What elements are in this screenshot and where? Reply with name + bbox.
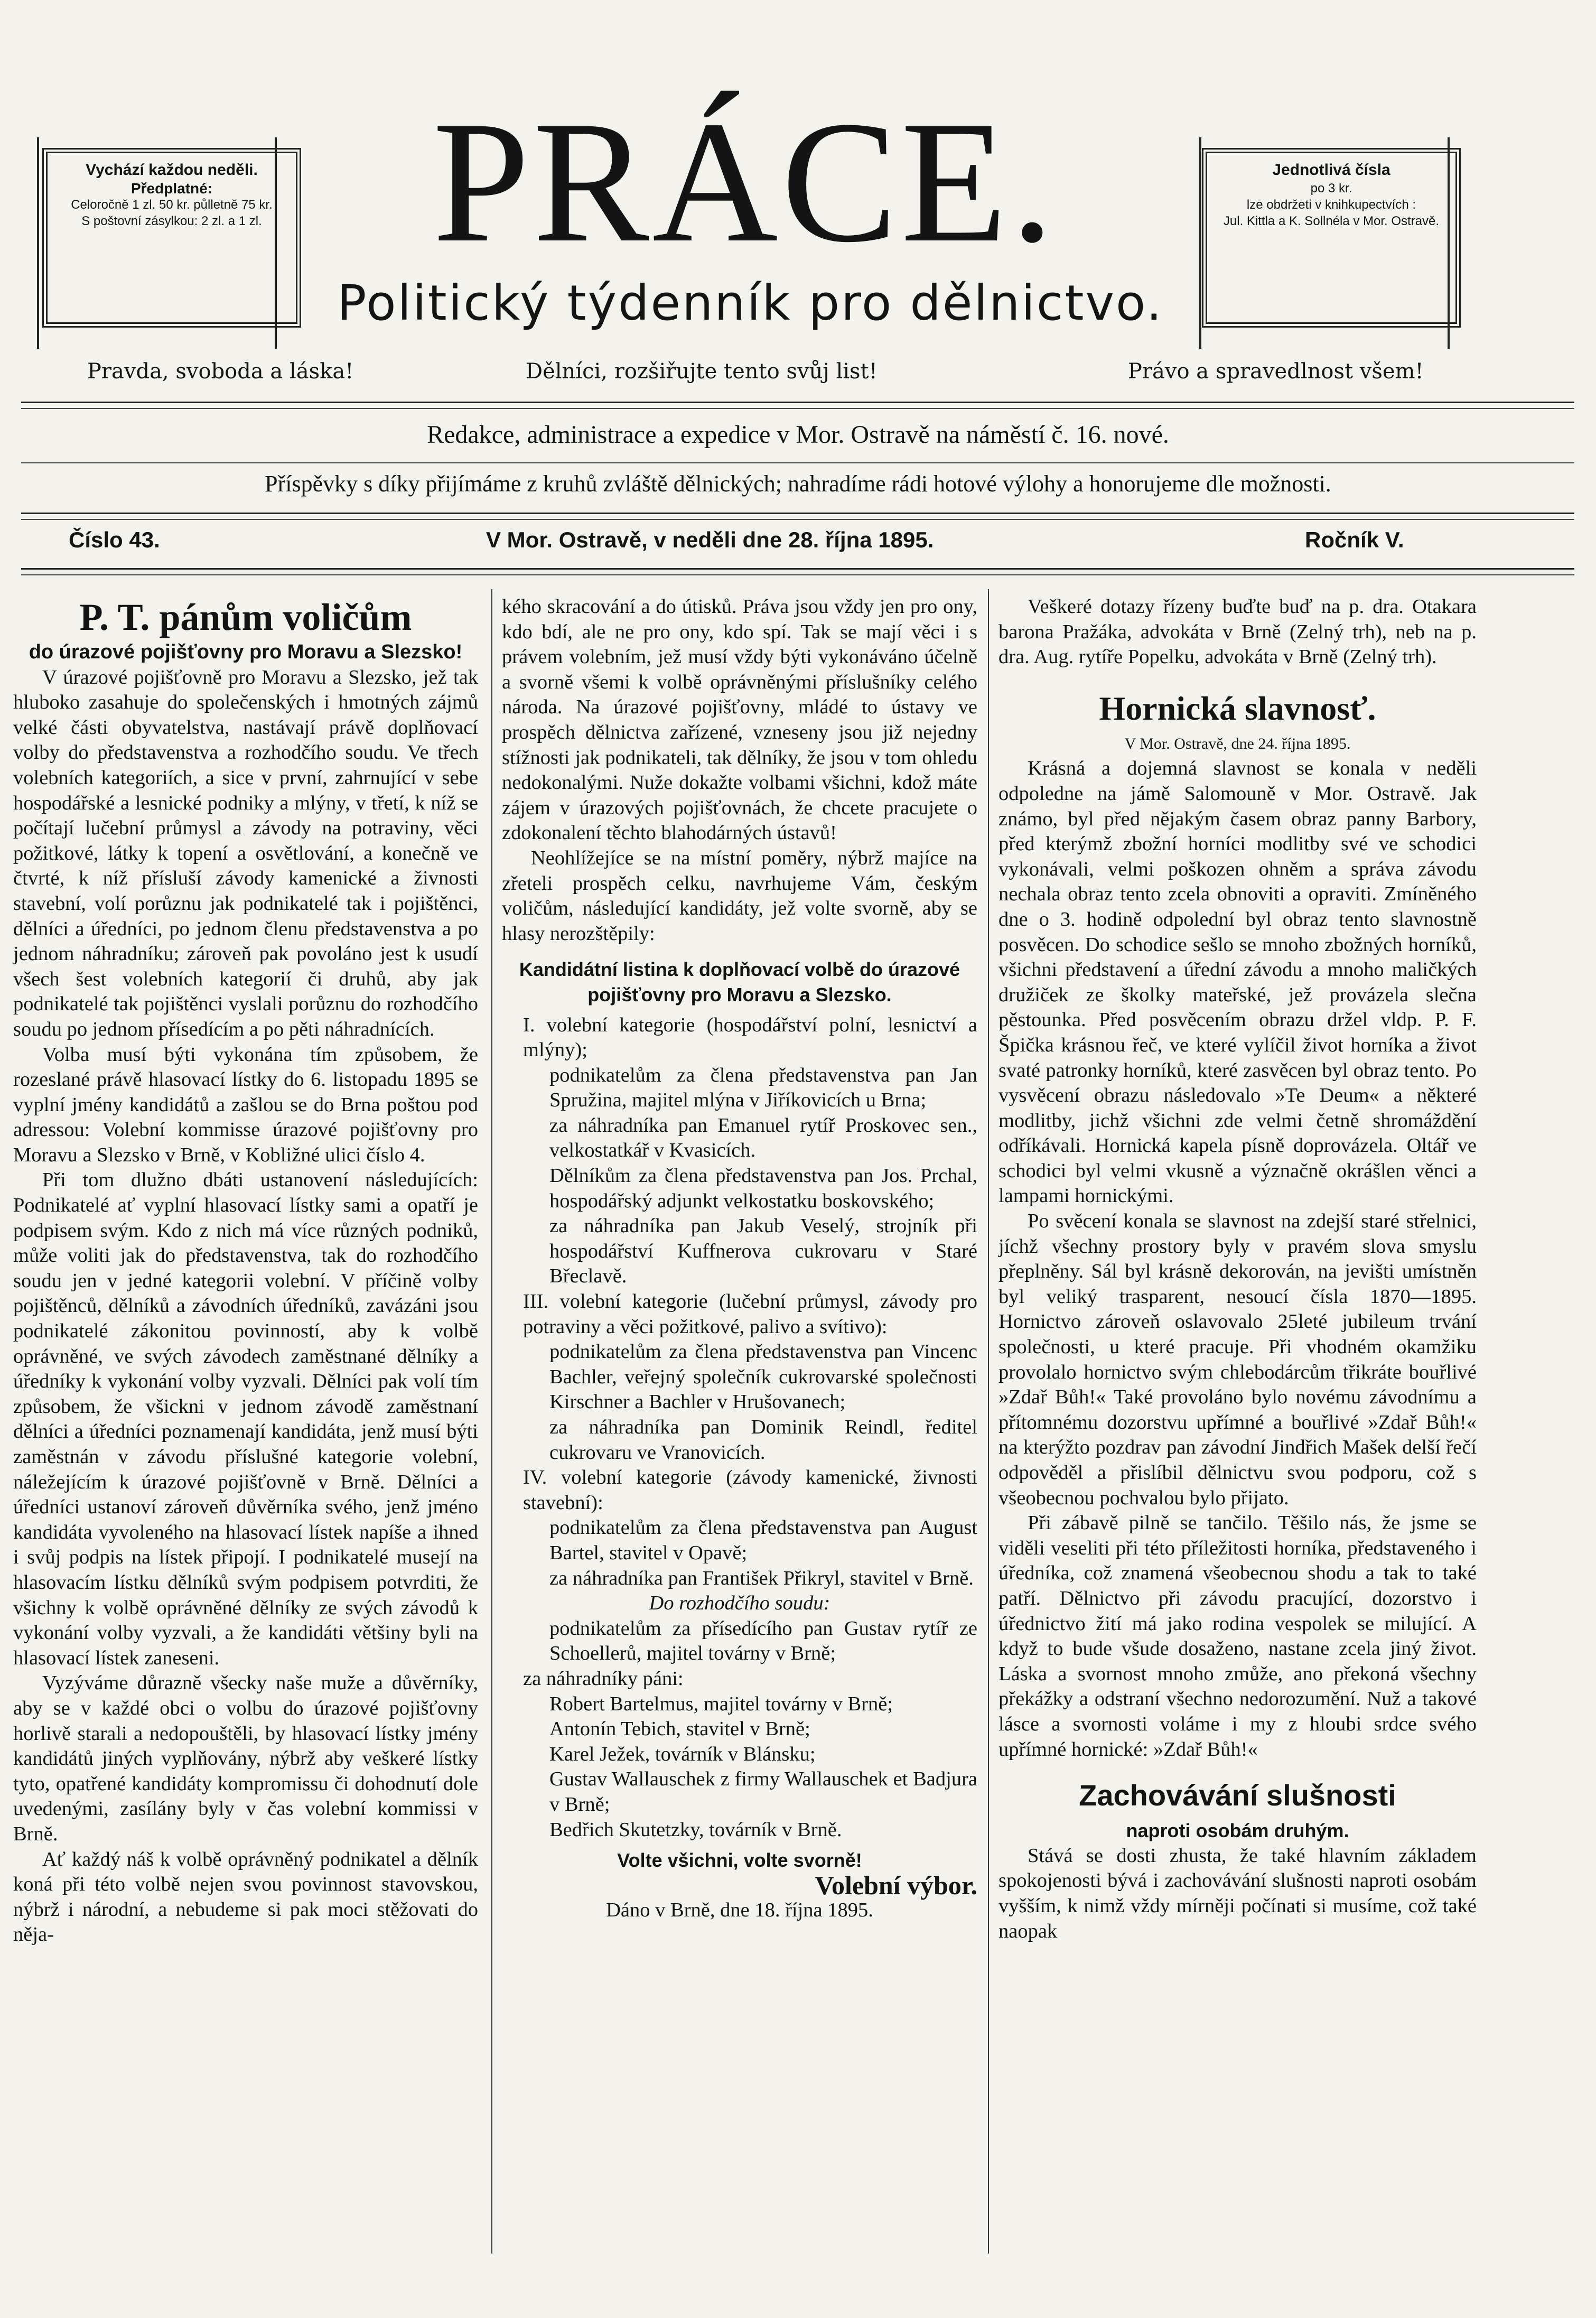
paragraph: Vyzýváme důrazně všecky naše muže a důvěrníky, aby se v každé obci o volbu do úrazové pojišťovny horlivě starali a nedopouštěli, by hlasovací lístky jmény kandidátů jiných vyplňovány, nýbrž aby veškeré lístky tyto, opatřené kandidáty kompromissu či dohodnutí dole uvedenými, zasílány byly v čas volební kommissi v Brně.: [13, 1672, 478, 1845]
article-heading: Zachovávání slušnosti: [1079, 1779, 1396, 1812]
frame-rule-left: [37, 137, 39, 349]
slogan-center: Dělníci, rozšiřujte tento svůj list!: [526, 359, 878, 384]
subscription-postal-line: S poštovní zásylkou: 2 zl. a 1 zl.: [81, 214, 262, 228]
candidate-line: za náhradníka pan Dominik Reindl, ředitel cukrovaru ve Vranovicích.: [549, 1416, 977, 1464]
box-title: Vychází každou neděli.: [86, 161, 258, 179]
article-heading: Hornická slavnosť.: [1099, 689, 1376, 727]
closing-appeal: Volte všichni, volte svorně!: [617, 1849, 862, 1872]
frame-rule-right-inner: [1199, 137, 1201, 349]
divider: [21, 574, 1574, 575]
single-issue-box: [1202, 148, 1461, 328]
article-subheading: do úrazové pojišťovny pro Moravu a Slezsko!: [29, 641, 463, 663]
availability-note: lze obdržeti v knihkupectvích :: [1246, 198, 1416, 212]
paragraph: Stává se dosti zhusta, že také hlavním základem spokojenosti bývá i zachovávání slušnosti naproti osobám vyšším, k nimž vždy mírněji počínati si musíme, což také naopak: [998, 1844, 1477, 1942]
slogan-left: Pravda, svoboda a láska!: [87, 359, 354, 384]
divider: [21, 408, 1574, 409]
paragraph: Po svěcení konala se slavnost na zdejší staré střelnici, jíchž všechny prostory byly v pravém slova smyslu přeplněny. Sál byl krásně dekorován, na jevišti umístněn byl veliký trasparent, nesoucí čísla 1870—1895. Hornictvo zároveň oslavovalo 25leté jubileum trvání společnosti, u které pracuje. Při vhodném okamžiku provolalo hornictvo svým chlebodárcům třikráte bouřlivé »Zdař Bůh!« Také provoláno bylo novému závodnímu a přítomnému dozorstvu upřímné a bouřlivé »Zdař Bůh!« na kterýžto pozdrav pan závodní Jindřich Mašek delší řečí odpověděl a přislíbil dělnictvu svou podporu, což s všeobecnou pochvalou bylo přijato.: [998, 1210, 1477, 1509]
volume: Ročník V.: [1305, 527, 1404, 552]
box-title: Jednotlivá čísla: [1272, 161, 1390, 179]
single-price: po 3 kr.: [1310, 181, 1352, 196]
paragraph: Krásná a dojemná slavnost se konala v neděli odpoledne na jámě Salomouně v Mor. Ostravě. Jak známo, byl před nějakým časem obraz panny Barbory, před kterýmž zbožní horníci modlitby své ve schodici vykonávali, velmi poškozen ohněm a správa závodu nechala obraz tento zcela obnoviti a opraviti. Zmíněného dne o 3. hodině odpolední byl obraz tento slavnostně posvěcen. Do schodice sešlo se mnoho zbožných horníků, všichni představení a úřední závodu a mnoho maličkých družiček ze školky mateřské, jež provázela slečna pěstounka. Před posvěcením obrazu držel vldp. P. F. Špička krásnou řeč, ve které vylíčil život horníka a život svaté patronky horníků, které zasvěcen byl obraz tento. Po vysvěcení obrazu následovalo »Te Deum« a některé modlitby, jichž všichni zde velmi četně shromáždění odříkávali. Hornická kapela písně doprovázela. Oltář ve schodici byl velmi vkusně a význačně okrášlen věnci a lampami hornickými.: [998, 757, 1477, 1207]
candidate-line: Gustav Wallauschek z firmy Wallauschek et Badjura v Brně;: [549, 1768, 977, 1816]
column-1: [13, 594, 478, 1948]
candidate-list-title: Kandidátní listina k doplňovací volbě do úrazové pojišťovny pro Moravu a Slezsko.: [519, 958, 960, 1006]
divider: [21, 402, 1574, 403]
subscription-price-line: Celoročně 1 zl. 50 kr. půlletně 75 kr.: [71, 198, 273, 212]
candidate-line: Robert Bartelmus, majitel továrny v Brně;: [549, 1692, 893, 1715]
paragraph: kého skracování a do útisků. Práva jsou vždy jen pro ony, kdo bdí, ale ne pro ony, kdo spí. Tak se mají věci i s právem volebním, jež musí vždy býti vykonáváno účelně a svorně všemi k volbě oprávněnými příslušníky celého národa. Na úrazové pojišťovny, mládé to ústavy ve prospěch dělnictva zařízené, vzneseny jsou již nejedny stížnosti jak podnikateli, tak dělníky, že jsou v tom ohledu nedokonalými. Nuže dokažte volbami všichni, kdož máte zájem v úrazových pojišťovnách, že chcete pracujete o zdokonalení těchto blahodárných ústavů!: [502, 595, 977, 844]
candidate-line: za náhradníka pan Jakub Veselý, strojník při hospodářství Kuffnerova cukrovaru v Staré Břeclavě.: [549, 1215, 977, 1288]
dateline: Dáno v Brně, dne 18. října 1895.: [606, 1899, 873, 1922]
bookshops: Jul. Kittla a K. Sollnéla v Mor. Ostravě.: [1223, 214, 1440, 228]
candidate-line: Antonín Tebich, stavitel v Brně;: [549, 1718, 810, 1740]
paragraph: Volba musí býti vykonána tím způsobem, že rozeslané právě hlasovací lístky do 6. listopadu 1895 se vyplní jmény kandidátů a zašlou se do Brna poštou pod adressou: Volební kommisse úrazové pojišťovny pro Moravu a Slezsko v Brně, v Kobližné ulici číslo 4.: [13, 1043, 478, 1166]
paragraph: V úrazové pojišťovně pro Moravu a Slezsko, jež tak hluboko zasahuje do společenských i hmotných zájmů velké části obyvatelstva, nastávají právě doplňovací volby do představenstva a rozhodčího soudu. Ve třech volebních kategoriích, a sice v první, zahrnující v sebe hospodářské a lesnické podniky a mlýny, v třetí, k níž se počítají lučební průmysl a závody na potraviny, věci požitkové, látky k topení a osvětlování, a konečně ve čtvrté, k níž přísluší závody kamenické a živnosti stavební, volí porůznu jak podnikatelé tak i pojištěnci, dělníci a úředníci, po jednom členu představenstva a po jednom náhradníku; zároveň pak povoláno jest k usudí všech šest volebních kategorií či druhů, aby jak podnikatelé tak pojištěnci vyslali porůznu do rozhodčího soudu po jednom přísedícím a po pěti náhradnících.: [13, 666, 478, 1040]
candidate-line: za náhradníka pan František Přikryl, stavitel v Brně.: [549, 1567, 974, 1589]
section-heading: Do rozhodčího soudu:: [649, 1592, 830, 1615]
paragraph: Při tom dlužno dbáti ustanovení následujících: Podnikatelé ať vyplní hlasovací lístky sami a opatří je podpisem svým. Kdo z nich má více různých podniků, může voliti jak do představenstva, tak do rozhodčího soudu jen v jedné kategorii volební. V příčině volby pojištěnců, dělníků a závodních úředníků, zavázáni jsou podnikatelé zákonitou povinností, aby k volbě oprávněné, ve svých závodech zaměstnané dělníky a úředníky k vykonání volby vyzvali. Dělníci pak volí tím způsobem, že všickni v jednom závodě zaměstnaní dělníci a úředníci poznamenají kandidáta, jenž musí býti zaměstnán v závodu příslušné kategorie volební, náležejícím k úrazové pojišťovně v Brně. Dělníci a úředníci ustanoví zároveň důvěrníka svého, jenž jméno kandidáta vyvoleného na hlasovací lístek napíše a ihned i svůj podpis na lístek připojí. I podnikatelé musejí na hlasovacím lístku dělníků svým podpisem potvrditi, že všichny k volbě oprávněné dělníky ze svých závodů k vykonání volby vyzvali, a že kandidáti většiny byli na hlasovací lístek zaneseni.: [13, 1169, 478, 1669]
article-heading: P. T. pánům voličům: [79, 596, 412, 638]
inquiries-note: Veškeré dotazy řízeny buďte buď na p. dra. Otakara barona Pražáka, advokáta v Brně (Zelný trh), neb na p. dra. Aug. rytíře Popelku, advokáta v Brně (Zelný trh).: [998, 595, 1477, 668]
paragraph: Neohlížejíce se na místní poměry, nýbrž majíce na zřeteli prospěch celku, navrhujeme Vám, českým voličům, následující kandidáty, jež volte svorně, aby se hlasy nerozštěpily:: [502, 846, 977, 945]
issue-date: V Mor. Ostravě, v neděli dne 28. října 1895.: [486, 527, 934, 552]
newspaper-title: PRÁCE.: [432, 86, 1058, 278]
divider: [21, 513, 1574, 514]
slogan-right: Právo a spravedlnost všem!: [1128, 359, 1424, 384]
divider: [21, 519, 1574, 520]
candidate-line: za náhradníky páni:: [523, 1667, 684, 1690]
address-line: Redakce, administrace a expedice v Mor. Ostravě na náměstí č. 16. nové.: [427, 421, 1169, 449]
subscription-box: [42, 148, 301, 328]
signature: Volební výbor.: [815, 1870, 977, 1900]
column-2: [502, 594, 977, 1923]
contributions-line: Příspěvky s díky přijímáme z kruhů zvláště dělnických; nahradíme rádi hotové výlohy a honorujeme dle možnosti.: [265, 471, 1331, 497]
candidate-line: Bedřich Skutetzky, továrník v Brně.: [549, 1818, 842, 1841]
candidate-line: podnikatelům za člena představenstva pan August Bartel, stavitel v Opavě;: [549, 1516, 977, 1564]
candidate-line: Karel Ježek, továrník v Blánsku;: [549, 1743, 816, 1765]
article-subheading: naproti osobám druhým.: [1126, 1820, 1349, 1842]
candidate-line: Dělníkům za člena představenstva pan Jos. Prchal, hospodářský adjunkt velkostatku boskovského;: [549, 1165, 977, 1212]
category-line: I. volební kategorie (hospodářství polní, lesnictví a mlýny);: [523, 1013, 977, 1062]
issue-number: Číslo 43.: [69, 527, 160, 552]
column-rule: [988, 589, 989, 2254]
candidate-line: za náhradníka pan Emanuel rytíř Proskovec sen., velkostatkář v Kvasicích.: [549, 1114, 977, 1162]
paragraph: Při zábavě pilně se tančilo. Těšilo nás, že jsme se viděli veseliti při této příležitosti horníka, představeného i úředníka, což znamená všeobecnou shodu a tak to také patří. Dělnictvo při závodu pracující, dozorstvo i úřednictvo žití má jako rodina vespolek se milující. A když to bude všude dosaženo, nastane zcela jiný život. Láska a svornost mnoho zmůže, ano překoná všechny překážky a odstraní všechno nedorozumění. Nuž a takové lásce a svornosti voláme i my z hloubi srdce svého upřímné hornické: »Zdař Bůh!«: [998, 1512, 1477, 1761]
category-line: III. volební kategorie (lučební průmysl, závody pro potraviny a věci požitkové, palivo a svítivo):: [523, 1290, 977, 1338]
subscription-label: Předplatné:: [130, 180, 213, 197]
candidate-line: podnikatelům za člena představenstva pan Vincenc Bachler, veřejný společník cukrovarské společnosti Kirschner a Bachler v Hrušovanech;: [549, 1340, 977, 1413]
candidate-line: podnikatelům za člena představenstva pan Jan Spružina, majitel mlýna v Jiříkovicích u Brna;: [549, 1064, 977, 1112]
category-line: IV. volební kategorie (závody kamenické, živnosti stavební):: [523, 1466, 977, 1514]
paragraph: Ať každý náš k volbě oprávněný podnikatel a dělník koná při této volbě nejen svou povinnost stavovskou, nýbrž i národní, a nebudeme si pak moci stěžovati do něja-: [13, 1848, 478, 1946]
divider: [21, 568, 1574, 570]
column-3: [998, 594, 1477, 1944]
column-rule: [491, 589, 492, 2254]
dateline: V Mor. Ostravě, dne 24. října 1895.: [1124, 734, 1351, 752]
divider: [21, 462, 1574, 463]
newspaper-subtitle: Politický týdenník pro dělnictvo.: [337, 275, 1163, 331]
candidate-line: podnikatelům za přísedícího pan Gustav rytíř ze Schoellerů, majitel továrny v Brně;: [549, 1617, 977, 1665]
